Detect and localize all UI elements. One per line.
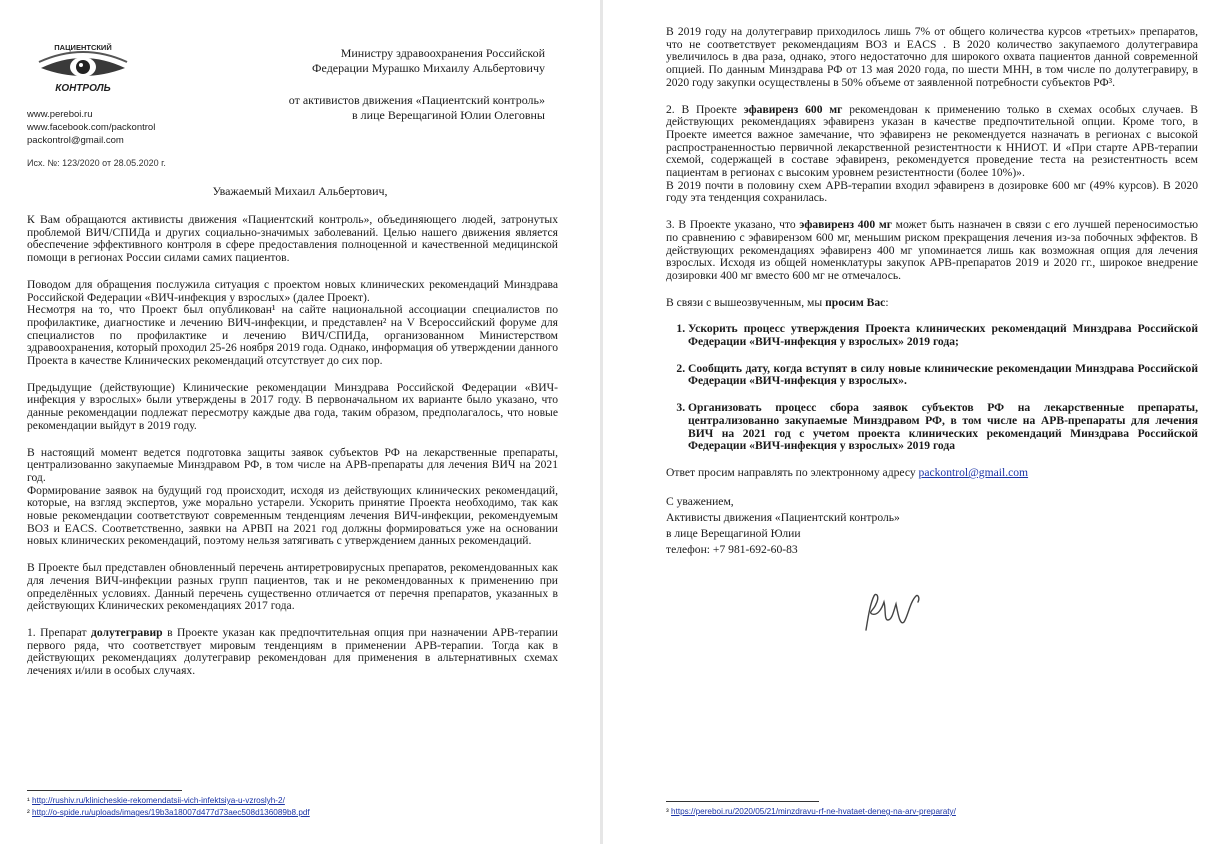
paragraph: К Вам обращаются активисты движения «Пациентский контроль», объединяющего людей, затронутых проблемой ВИЧ/СПИДа и других социально-значимых заболеваний. Целью нашего движения является обеспечение эффективного контроля в сфере предоставления полноценной и качественной медицинской помощи в регионах России силами самих пациентов. (27, 213, 558, 265)
paragraph: В настоящий момент ведется подготовка защиты заявок субъектов РФ на лекарственные препараты, централизованно закупаемые Минздравом РФ, в том числе на АРВ-препараты для лечения ВИЧ на 2021 год. (27, 445, 558, 484)
reply-email-link[interactable]: packontrol@gmail.com (918, 465, 1029, 479)
paragraph-text: в Проекте указан как предпочтительная опция при назначении АРВ-терапии первого ряда, что соответствует мировым тенденциям в применении АРВ-терапии. Тогда как в действующих рекомендациях долутегравир рекомендован для применения в альтернативных схемах лечениях и/или в особых случаях. (27, 625, 558, 678)
paragraph (666, 219, 1198, 283)
contact-website[interactable]: www.pereboi.ru (27, 109, 93, 120)
closing-line: в лице Верещагиной Юлии (666, 526, 801, 540)
logo-text-bottom: КОНТРОЛЬ (55, 83, 111, 94)
paragraph: В 2019 году на долутегравир приходилось лишь 7% от общего количества курсов «третьих» препаратов, что не соответствует рекомендациям ВОЗ и EACS . В 2020 количество закупаемого долутегравира увеличилось в два раза, однако, этого недостаточно для широкого охвата пациентов данной современной опцией. По данным Минздрава РФ от 13 мая 2020 года, по шести МНН, в том числе по долутегравиру, в 2020 году закупки осуществлены в 50% объеме от заявленной потребности субъектов РФ³. (666, 25, 1198, 89)
paragraph: Предыдущие (действующие) Клинические рекомендации Минздрава Российской Федерации «ВИЧ-инфекция у взрослых» были утверждены в 2017 году. В первоначальном их варианте было указано, что данные рекомендации подлежат пересмотру каждые два года, таким образом, предполагалось, что новые рекомендации выйдут в 2019 году. (27, 380, 558, 432)
request-item: 1. Ускорить процесс утверждения Проекта клинических рекомендаций Минздрава Российской Федерации «ВИЧ-инфекция у взрослых» 2019 года; (688, 323, 1198, 348)
letter-body-left (27, 214, 558, 692)
requests-list (666, 323, 1198, 453)
closing-line: Активисты движения «Пациентский контроль» (666, 510, 900, 524)
emphasis: эфавиренз 600 мг (743, 102, 843, 116)
paragraph (666, 104, 1198, 180)
footnote-number: ³ (666, 807, 672, 816)
sender-line: от активистов движения «Пациентский контроль» (288, 93, 545, 107)
request-item: 3. Организовать процесс сбора заявок субъектов РФ на лекарственные препараты, централизованно закупаемые Минздравом РФ, в том числе на АРВ-препараты для лечения ВИЧ на 2021 год с учетом проекта клинических рекомендаций Минздрава Российской Федерации «ВИЧ-инфекция у взрослых» 2019 года (688, 402, 1198, 453)
closing-line: С уважением, (666, 494, 734, 508)
closing-block (666, 494, 1198, 558)
contact-block (27, 108, 155, 147)
paragraph-text: 1. Препарат (27, 625, 92, 639)
logo-text-top: ПАЦИЕНТСКИЙ (54, 43, 112, 52)
letter-page-1 (0, 0, 600, 844)
footnote (27, 795, 310, 807)
addressee-line: Федерации Мурашко Михаилу Альбертовичу (312, 61, 545, 75)
reply-note (666, 467, 1198, 480)
sender-block (289, 93, 545, 123)
contact-facebook[interactable]: www.facebook.com/packontrol (27, 122, 156, 133)
emphasis: эфавиренз 400 мг (799, 218, 892, 232)
footnotes-left (27, 795, 310, 819)
addressee-line: Министру здравоохранения Российской (340, 46, 545, 60)
handwritten-signature (860, 590, 930, 634)
paragraph-text: : (885, 295, 889, 309)
paragraph-text: может быть назначен в связи с его лучшей переносимостью по сравнению с эфавирензом 600 мг, меньшим риском прекращения лечения из-за побочных эффектов. В действующих рекомендациях эфавиренз 400 мг упоминается лишь как возможная опция для лечения взрослых. Исходя из общей номенклатуры закупок АРВ-препаратов 2019 и 2020 гг., широкое внедрение дозировки 400 мг вместо 600 мг не отмечалось. (666, 218, 1198, 282)
paragraph: В Проекте был представлен обновленный перечень антиретровирусных препаратов, рекомендованных как для лечения ВИЧ-инфекции разных групп пациентов, так и не рекомендованных к применению при определённых условиях. Данный перечень существенно отличается от перечня препаратов, указанных в действующих Клинических рекомендациях 2017 года. (27, 561, 558, 613)
paragraph: Несмотря на то, что Проект был опубликован¹ на сайте национальной ассоциации специалистов по профилактике, диагностике и лечению ВИЧ-инфекции, и представлен² на V Всероссийский форуме для специалистов по профилактике и лечению ВИЧ/СПИДа, организованном Министерством здравоохранения, который проходил 25-26 ноября 2019 года. Однако, информация об утверждении данного Проекта в качестве Клинических рекомендаций отсутствует до сих пор. (27, 303, 558, 368)
paragraph-text: 3. В Проекте указано, что (666, 218, 800, 232)
paragraph-text: 2. В Проекте (666, 102, 744, 116)
footnote (666, 806, 956, 818)
emphasis: просим Вас (825, 295, 886, 309)
sender-line: в лице Верещагиной Юлии Олеговны (352, 108, 545, 122)
closing-phone: телефон: +7 981-692-60-83 (666, 542, 798, 556)
paragraph: Формирование заявок на будущий год происходит, исходя из действующих клинических рекомендаций, которые, на взгляд экспертов, уже морально устарели. Ускорить принятие Проекта необходимо, так как новые рекомендации соответствуют современным тенденциям лечения ВИЧ-инфекции, рекомендуемым ВОЗ и EACS. Соответственно, заявки на АРВП на 2021 год должны формироваться уже на основании новых клинических рекомендаций, поэтому нельзя затягивать с утверждением данных рекомендаций. (27, 483, 558, 548)
greeting: Уважаемый Михаил Альбертович, (212, 184, 388, 198)
footnote-number: ² (27, 808, 33, 817)
request-item: 2. Сообщить дату, когда вступят в силу новые клинические рекомендации Минздрава Российской Федерации «ВИЧ-инфекция у взрослых». (688, 363, 1198, 388)
reply-note-text: Ответ просим направлять по электронному адресу (666, 465, 919, 479)
addressee-block (312, 46, 545, 76)
footnote-number: ¹ (27, 796, 33, 805)
contact-email[interactable]: packontrol@gmail.com (27, 135, 124, 146)
footnote-link[interactable]: https://pereboi.ru/2020/05/21/minzdravu-rf-ne-hvataet-deneg-na-arv-preparaty/ (671, 807, 956, 816)
emphasis: долутегравир (91, 625, 163, 639)
letter-page-2 (603, 0, 1221, 844)
footnote-divider (27, 790, 182, 791)
right-paragraphs (666, 26, 1198, 309)
paragraph-text: В связи с вышеозвученным, мы (666, 295, 826, 309)
paragraph-text: рекомендован к применению только в схемах особых случаев. В действующих рекомендациях эфавиренз указан в качестве предпочтительной опции. Кроме того, в Проекте имеется важное замечание, что эфавиренз не рекомендуется назначать в регионах с высокой распространенностью первичной лекарственной резистентности к ННИОТ. И «При старте АРВ-терапии схемой, содержащей в составе эфавиренз, рекомендуется проведение теста на резистентность всем пациентам в регионах с высоким уровнем резистентности (более 10%)». (666, 102, 1198, 180)
paragraph (27, 627, 558, 678)
paragraph: Поводом для обращения послужила ситуация с проектом новых клинических рекомендаций Минздрава Российской Федерации «ВИЧ-инфекция у взрослых» (далее Проект). (27, 277, 558, 304)
letter-body-right (666, 26, 1198, 558)
footnote (27, 807, 310, 819)
footnote-link[interactable]: http://rushiv.ru/klinicheskie-rekomendatsii-vich-infektsiya-u-vzroslyh-2/ (32, 796, 285, 805)
footnote-link[interactable]: http://o-spide.ru/uploads/images/19b3a18007d477d73aec508d136089b8.pdf (32, 808, 310, 817)
paragraph: В 2019 почти в половину схем АРВ-терапии входил эфавиренз в дозировке 600 мг (49% курсов). В 2020 году эта тенденция сохранилась. (666, 178, 1198, 205)
patient-control-logo (35, 40, 131, 94)
paragraph (666, 297, 1198, 310)
outgoing-number: Исх. №: 123/2020 от 28.05.2020 г. (27, 158, 166, 168)
footnotes-right (666, 806, 956, 818)
footnote-divider (666, 801, 819, 802)
